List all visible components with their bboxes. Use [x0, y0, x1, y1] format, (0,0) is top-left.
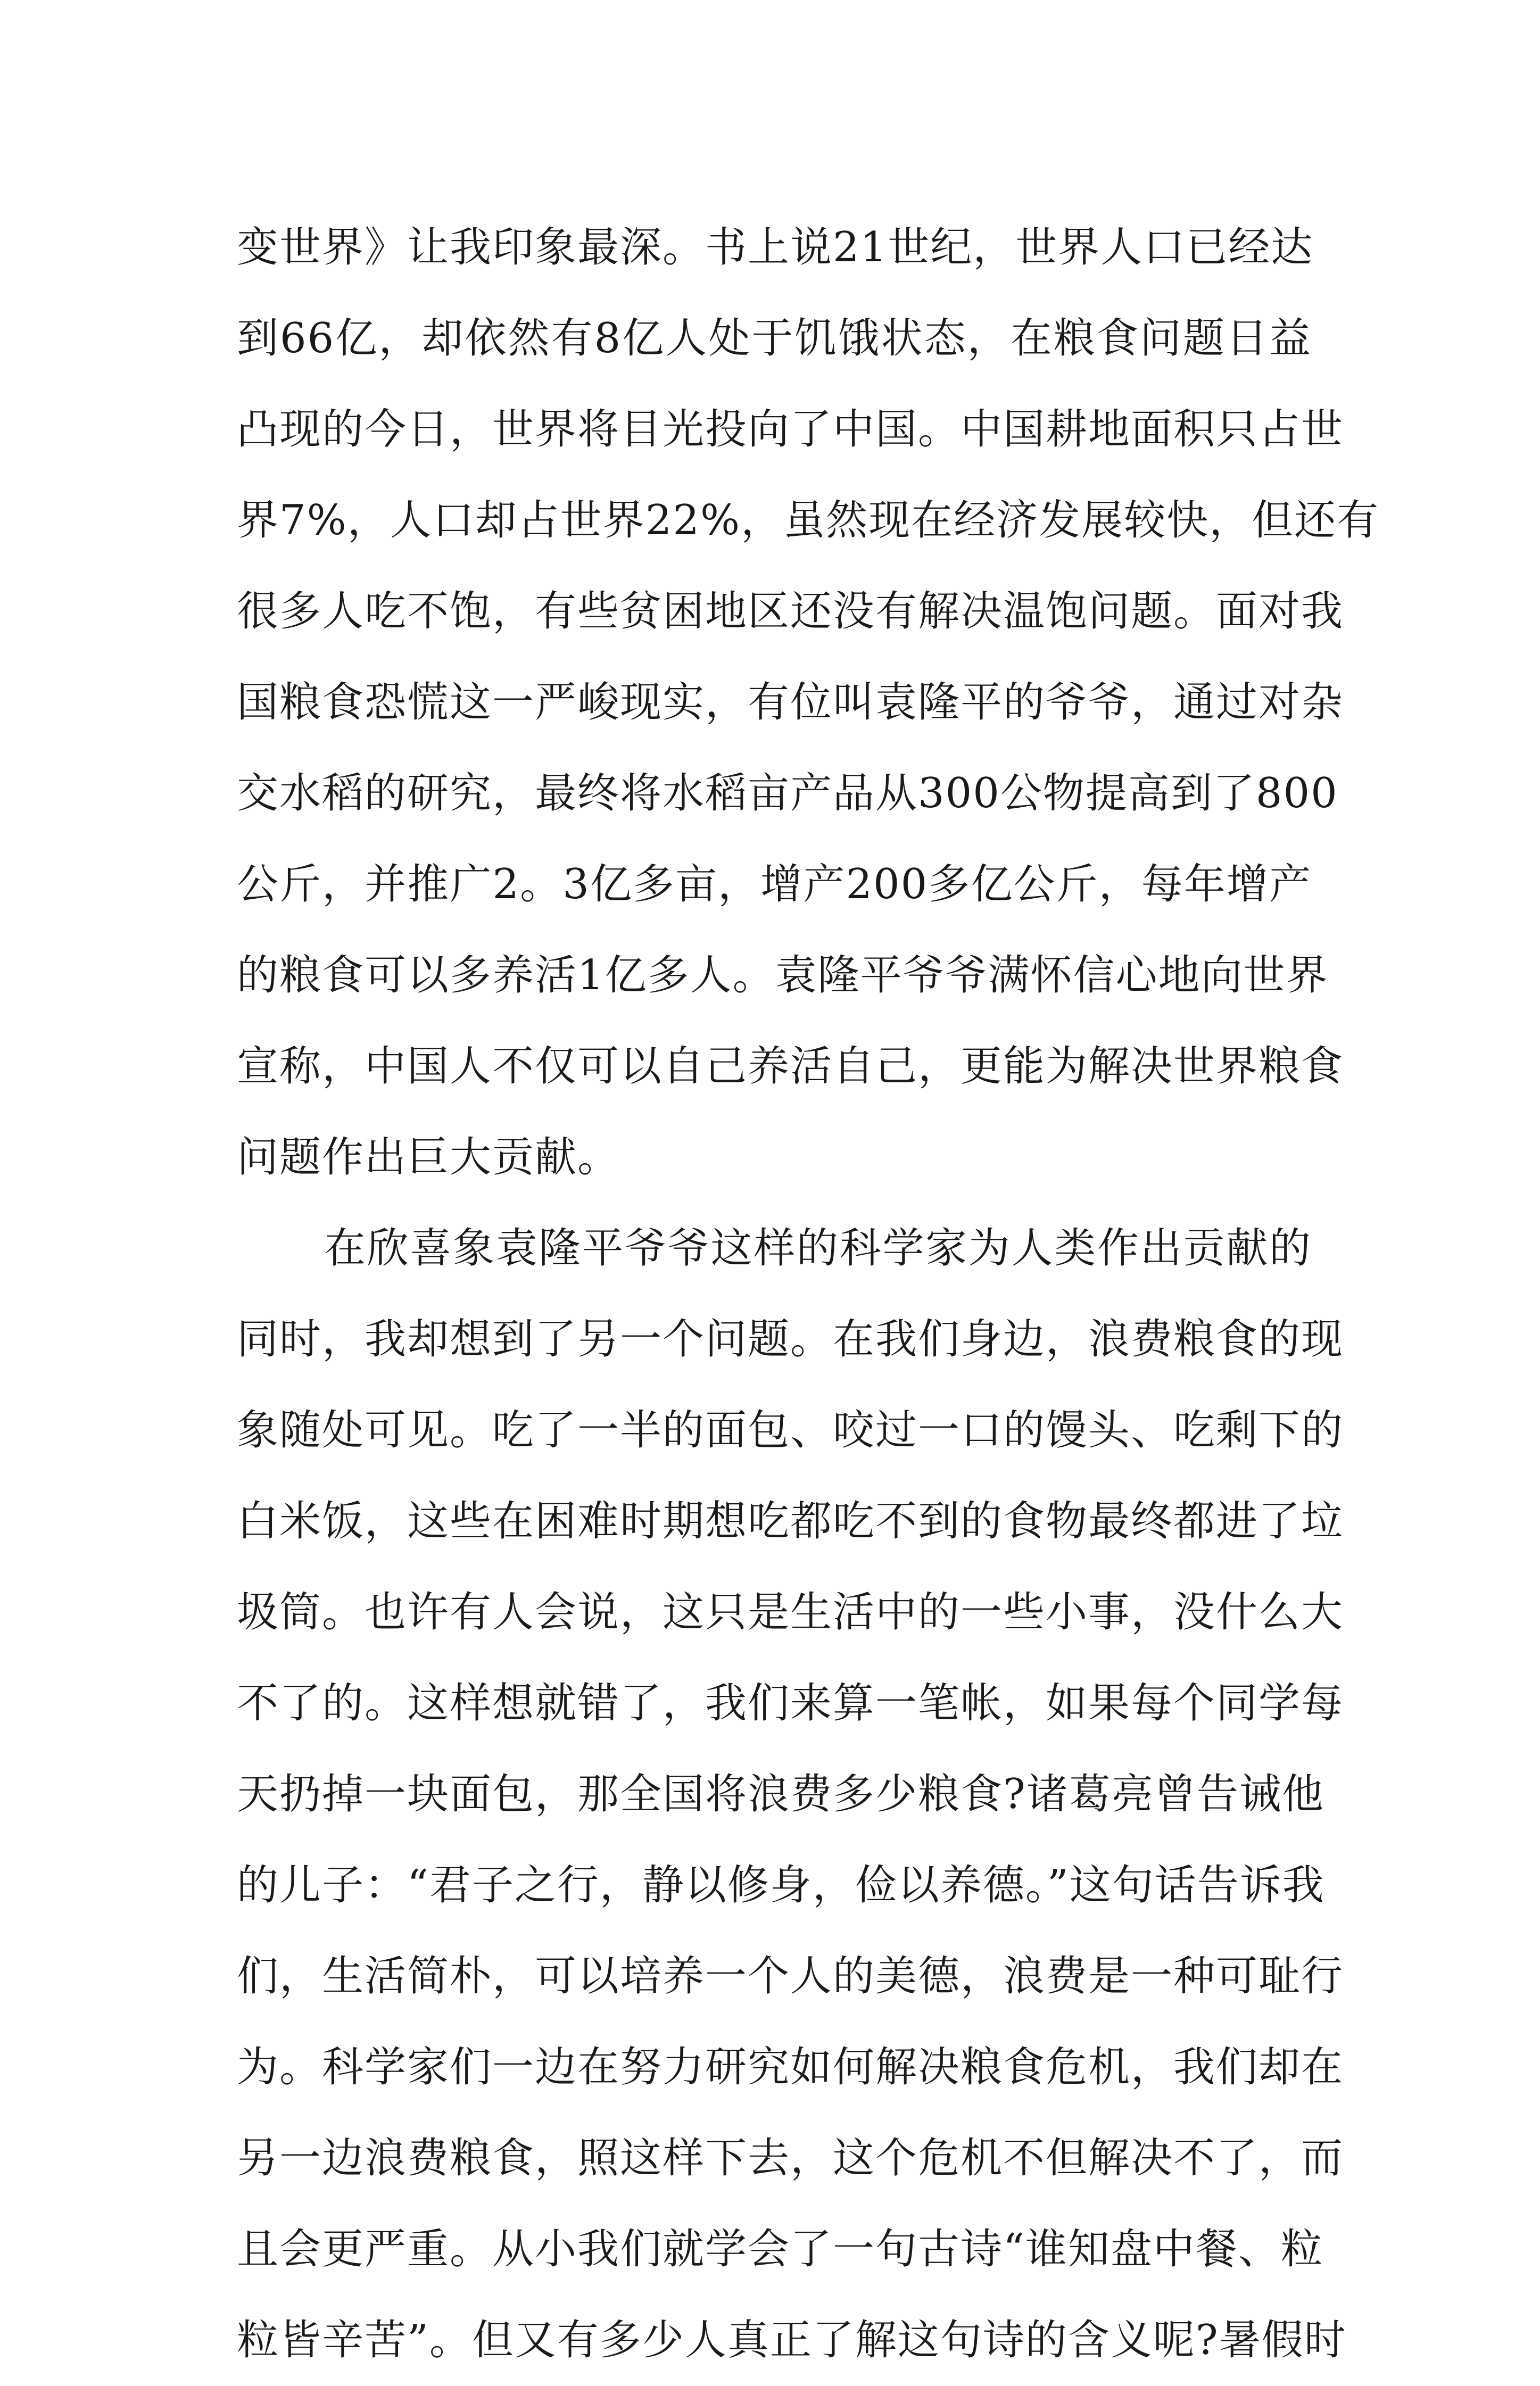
text-line: 变世界》让我印象最深。书上说21世纪，世界人口已经达 [237, 223, 1314, 271]
text-line: 凸现的今日，世界将目光投向了中国。中国耕地面积只占世 [237, 405, 1344, 453]
paragraph-2 [237, 1203, 1347, 2386]
text-line: 为。科学家们一边在努力研究如何解决粮食危机，我们却在 [237, 2043, 1344, 2091]
text-line: 的儿子：“君子之行，静以修身，俭以养德。”这句话告诉我 [237, 1861, 1325, 1909]
paragraph-1 [237, 202, 1380, 1203]
text-line: 白米饭，这些在困难时期想吃都吃不到的食物最终都进了垃 [237, 1497, 1344, 1545]
text-line: 圾筒。也许有人会说，这只是生活中的一些小事，没什么大 [237, 1588, 1344, 1636]
text-line: 很多人吃不饱，有些贫困地区还没有解决温饱问题。面对我 [237, 587, 1344, 635]
text-line: 同时，我却想到了另一个问题。在我们身边，浪费粮食的现 [237, 1315, 1344, 1363]
text-line: 问题作出巨大贡献。 [237, 1133, 620, 1181]
text-line: 的粮食可以多养活1亿多人。袁隆平爷爷满怀信心地向世界 [237, 951, 1329, 999]
text-line: 粒皆辛苦”。但又有多少人真正了解这句诗的含义呢?暑假时 [237, 2316, 1347, 2364]
text-line: 另一边浪费粮食，照这样下去，这个危机不但解决不了，而 [237, 2134, 1344, 2182]
text-line: 在欣喜象袁隆平爷爷这样的科学家为人类作出贡献的 [324, 1224, 1312, 1272]
text-line: 且会更严重。从小我们就学会了一句古诗“谁知盘中餐、粒 [237, 2225, 1323, 2273]
text-line: 国粮食恐慌这一严峻现实，有位叫袁隆平的爷爷，通过对杂 [237, 678, 1344, 726]
text-line: 宣称，中国人不仅可以自己养活自己，更能为解决世界粮食 [237, 1042, 1344, 1090]
text-line: 交水稻的研究，最终将水稻亩产品从300公物提高到了800 [237, 769, 1338, 817]
text-line: 们，生活简朴，可以培养一个人的美德，浪费是一种可耻行 [237, 1952, 1344, 2000]
document-page [237, 202, 1380, 2386]
text-line: 公斤，并推广2。3亿多亩，增产200多亿公斤，每年增产 [237, 860, 1312, 908]
text-line: 象随处可见。吃了一半的面包、咬过一口的馒头、吃剩下的 [237, 1406, 1344, 1454]
text-line: 天扔掉一块面包，那全国将浪费多少粮食?诸葛亮曾告诫他 [237, 1770, 1324, 1818]
text-line: 界7%，人口却占世界22%，虽然现在经济发展较快，但还有 [237, 496, 1380, 544]
text-line: 不了的。这样想就错了，我们来算一笔帐，如果每个同学每 [237, 1679, 1344, 1727]
text-line: 到66亿，却依然有8亿人处于饥饿状态，在粮食问题日益 [237, 314, 1312, 362]
